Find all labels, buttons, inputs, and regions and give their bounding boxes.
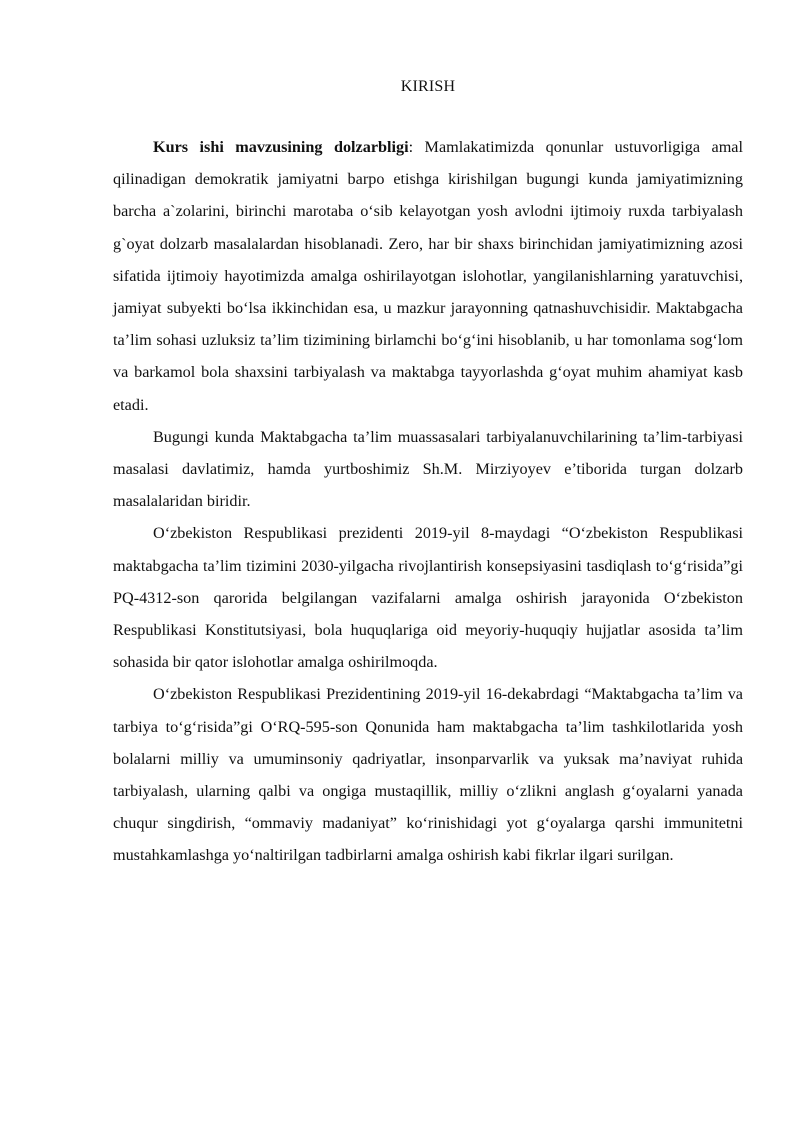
- paragraph-relevance: [113, 131, 743, 421]
- paragraph-presidential-resolution: O‘zbekiston Respublikasi prezidenti 2019-yil 8-maydagi “O‘zbekiston Respublikasi maktabgacha ta’lim tizimini 2030-yilgacha rivojlantirish konsepsiyasini tasdiqlash to‘g‘risida”gi PQ-4312-son qarorida belgilangan vazifalarni amalga oshirish jarayonida O‘zbekiston Respublikasi Konstitutsiyasi, bola huquqlariga oid meyoriy-huquqiy hujjatlar asosida ta’lim sohasida bir qator islohotlar amalga oshirilmoqda.: [113, 524, 743, 672]
- paragraph-today: Bugungi kunda Maktabgacha ta’lim muassasalari tarbiyalanuvchilarining ta’lim-tarbiyasi masalasi davlatimiz, hamda yurtboshimiz Sh.M. Mirziyoyev e’tiborida turgan dolzarb masalalaridan biridir.: [113, 427, 743, 511]
- paragraph-lead: Kurs ishi mavzusining dolzarbligi: [153, 138, 409, 156]
- paragraph-law: O‘zbekiston Respublikasi Prezidentining 2019-yil 16-dekabrdagi “Maktabgacha ta’lim va tarbiya to‘g‘risida”gi O‘RQ-595-son Qonunida ham maktabgacha ta’lim tashkilotlarida yosh bolalarni milliy va umuminsoniy qadriyatlar, insonparvarlik va yuksak ma’naviyat ruhida tarbiyalash, ularning qalbi va ongiga mustaqillik, milliy o‘zlikni anglash g‘oyalarni yanada chuqur singdirish, “ommaviy madaniyat” ko‘rinishidagi yot g‘oyalarga qarshi immunitetni mustahkamlashga yo‘naltirilgan tadbirlarni amalga oshirish kabi fikrlar ilgari surilgan.: [113, 685, 743, 865]
- page-title: KIRISH: [400, 78, 456, 95]
- paragraph-text: : Mamlakatimizda qonunlar ustuvorligiga amal qilinadigan demokratik jamiyatni barpo etishga kirishilgan bugungi kunda jamiyatimizning barcha a`zolarini, birinchi marotaba o‘sib kelayotgan yosh avlodni ijtimoiy ruxda tarbiyalash g`oyat dolzarb masalalardan hisoblanadi. Zero, har bir shaxs birinchidan jamiyatimizning azosi sifatida ijtimoiy hayotimizda amalga oshirilayotgan islohotlar, yangilanishlarning yaratuvchisi, jamiyat subyekti bo‘lsa ikkinchidan esa, u mazkur jarayonning qatnashuvchisidir. Maktabgacha ta’lim sohasi uzluksiz ta’lim tizimining birlamchi bo‘g‘ini hisoblanib, u har tomonlama sog‘lom va barkamol bola shaxsini tarbiyalash va maktabga tayyorlashda g‘oyat muhim ahamiyat kasb etadi.: [113, 138, 743, 414]
